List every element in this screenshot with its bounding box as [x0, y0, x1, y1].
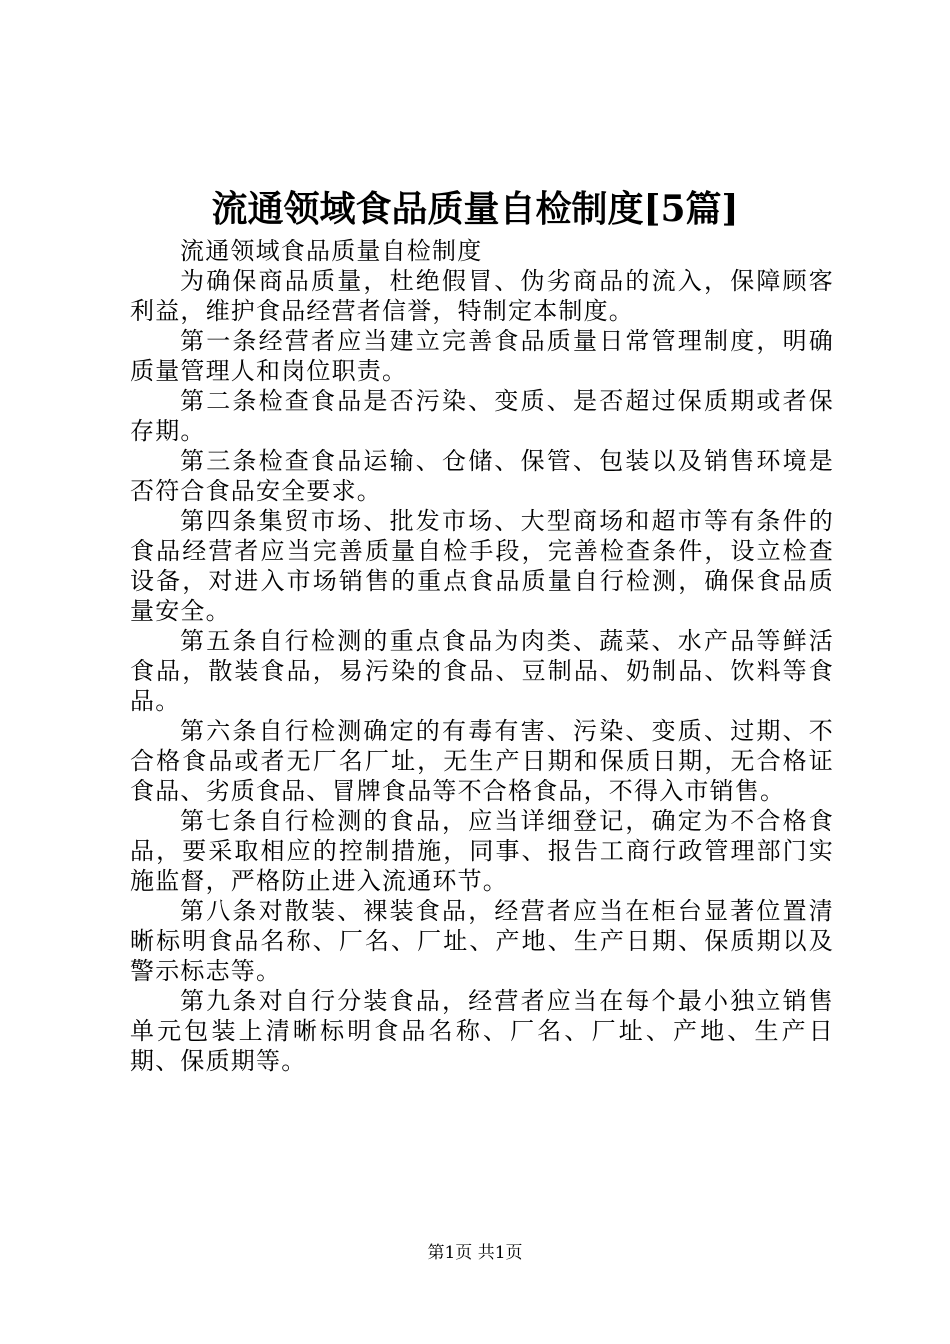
paragraph-article-7: 第七条自行检测的食品，应当详细登记，确定为不合格食品，要采取相应的控制措施，同事、报告工商行政管理部门实施监督，严格防止进入流通环节。 [130, 807, 834, 895]
paragraph-article-5: 第五条自行检测的重点食品为肉类、蔬菜、水产品等鲜活食品，散装食品，易污染的食品、豆制品、奶制品、饮料等食品。 [130, 627, 834, 715]
page-footer: 第1页 共1页 [427, 1243, 523, 1263]
paragraph-article-8: 第八条对散装、裸装食品，经营者应当在柜台显著位置清晰标明食品名称、厂名、厂址、产地、生产日期、保质期以及警示标志等。 [130, 897, 834, 985]
paragraph-article-3: 第三条检查食品运输、仓储、保管、包装以及销售环境是否符合食品安全要求。 [130, 447, 834, 505]
paragraph-article-9: 第九条对自行分装食品，经营者应当在每个最小独立销售单元包装上清晰标明食品名称、厂名、厂址、产地、生产日期、保质期等。 [130, 987, 834, 1075]
paragraph-article-1: 第一条经营者应当建立完善食品质量日常管理制度，明确质量管理人和岗位职责。 [130, 327, 834, 385]
paragraph-article-2: 第二条检查食品是否污染、变质、是否超过保质期或者保存期。 [130, 387, 834, 445]
document-body [130, 236, 834, 1076]
paragraph-article-4: 第四条集贸市场、批发市场、大型商场和超市等有条件的食品经营者应当完善质量自检手段，完善检查条件，设立检查设备，对进入市场销售的重点食品质量自行检测，确保食品质量安全。 [130, 507, 834, 625]
paragraph-preamble: 为确保商品质量，杜绝假冒、伪劣商品的流入，保障顾客利益，维护食品经营者信誉，特制定本制度。 [130, 267, 834, 325]
paragraph-subtitle: 流通领域食品质量自检制度 [180, 237, 483, 265]
document-title: 流通领域食品质量自检制度[5篇] [211, 188, 739, 230]
paragraph-article-6: 第六条自行检测确定的有毒有害、污染、变质、过期、不合格食品或者无厂名厂址，无生产日期和保质日期，无合格证食品、劣质食品、冒牌食品等不合格食品，不得入市销售。 [130, 717, 834, 805]
